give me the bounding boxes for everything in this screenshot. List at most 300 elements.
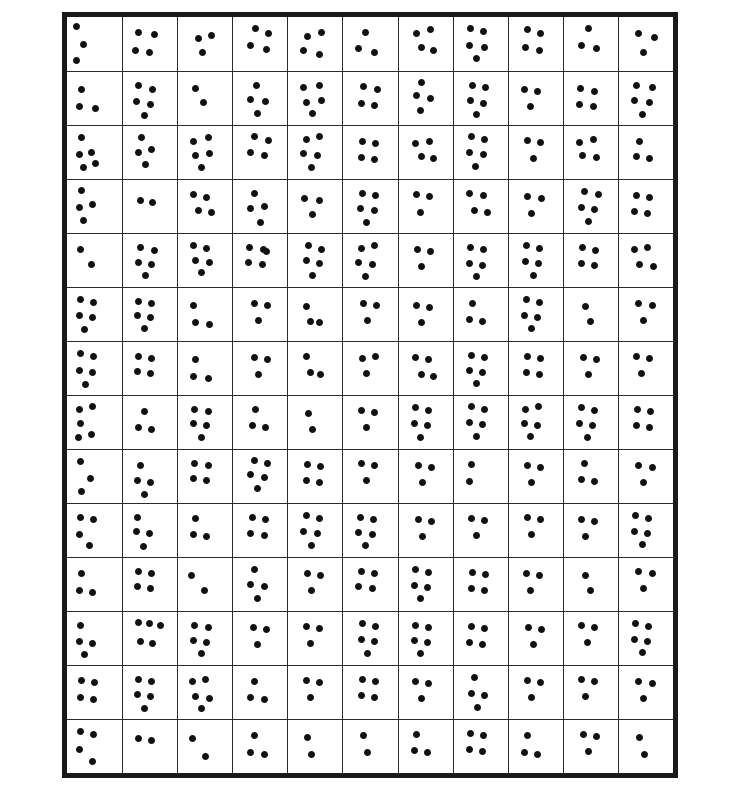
dot xyxy=(90,731,97,738)
dot xyxy=(78,187,85,194)
dot xyxy=(482,84,489,91)
dot xyxy=(481,354,488,361)
dot xyxy=(357,514,364,521)
dot-cell xyxy=(232,341,287,395)
dot-cell xyxy=(287,665,342,719)
dot xyxy=(480,732,487,739)
dot xyxy=(316,197,323,204)
dot xyxy=(524,353,531,360)
dot-cell xyxy=(563,233,618,287)
dot-cell xyxy=(508,341,563,395)
dot-cell xyxy=(563,665,618,719)
dot xyxy=(148,146,155,153)
dot xyxy=(425,407,432,414)
dot xyxy=(318,29,325,36)
dot xyxy=(360,83,367,90)
dot xyxy=(205,408,212,415)
dot xyxy=(537,355,544,362)
dot-cell xyxy=(453,395,508,449)
dot xyxy=(247,96,254,103)
dot xyxy=(468,515,475,522)
dot xyxy=(371,409,378,416)
dot xyxy=(481,692,488,699)
dot-cell xyxy=(563,611,618,665)
dot xyxy=(466,42,473,49)
dot xyxy=(89,758,96,765)
dot xyxy=(135,676,142,683)
dot xyxy=(479,318,486,325)
dot xyxy=(536,245,543,252)
dot xyxy=(536,572,543,579)
dot xyxy=(466,746,473,753)
dot xyxy=(206,259,213,266)
dot xyxy=(300,47,307,54)
dot xyxy=(203,639,210,646)
dot xyxy=(198,164,205,171)
dot xyxy=(245,259,252,266)
dot-cell xyxy=(342,341,397,395)
dot xyxy=(371,570,378,577)
dot-cell xyxy=(563,179,618,233)
dot xyxy=(205,375,212,382)
dot xyxy=(142,161,149,168)
dot xyxy=(358,154,365,161)
dot xyxy=(195,207,202,214)
dot xyxy=(188,572,195,579)
dot-cell xyxy=(508,125,563,179)
dot-cell xyxy=(122,179,177,233)
dot-cell xyxy=(177,341,232,395)
dot xyxy=(81,326,88,333)
dot xyxy=(585,748,592,755)
dot xyxy=(90,696,97,703)
dot xyxy=(355,583,362,590)
dot xyxy=(631,636,638,643)
dot xyxy=(254,595,261,602)
dot xyxy=(430,373,437,380)
dot xyxy=(466,316,473,323)
dot xyxy=(251,133,258,140)
dot-cell xyxy=(342,719,397,773)
dot xyxy=(254,485,261,492)
dot xyxy=(473,111,480,118)
dot xyxy=(635,30,642,37)
dot-cell xyxy=(122,449,177,503)
dot xyxy=(92,105,99,112)
dot xyxy=(412,622,419,629)
dot xyxy=(589,422,596,429)
dot xyxy=(536,371,543,378)
dot xyxy=(523,570,530,577)
dot xyxy=(636,261,643,268)
dot-cell xyxy=(67,719,122,773)
dot-cell xyxy=(67,395,122,449)
dot xyxy=(371,462,378,469)
dot xyxy=(593,154,600,161)
dot xyxy=(76,531,83,538)
dot xyxy=(469,300,476,307)
dot xyxy=(151,31,158,38)
dot xyxy=(479,421,486,428)
dot-cell xyxy=(287,125,342,179)
dot xyxy=(593,733,600,740)
dot xyxy=(535,403,542,410)
dot xyxy=(90,353,97,360)
dot xyxy=(135,29,142,36)
dot xyxy=(76,151,83,158)
dot xyxy=(261,751,268,758)
dot xyxy=(251,190,258,197)
dot xyxy=(192,85,199,92)
dot xyxy=(632,620,639,627)
dot xyxy=(201,587,208,594)
dot xyxy=(205,134,212,141)
dot xyxy=(300,84,307,91)
dot xyxy=(370,516,377,523)
dot xyxy=(466,149,473,156)
dot xyxy=(309,211,316,218)
dot xyxy=(133,528,140,535)
dot xyxy=(73,23,80,30)
dot xyxy=(427,95,434,102)
dot xyxy=(413,191,420,198)
dot xyxy=(645,623,652,630)
dot xyxy=(412,678,419,685)
dot xyxy=(424,639,431,646)
dot xyxy=(411,420,418,427)
dot xyxy=(537,139,544,146)
dot xyxy=(77,458,84,465)
dot xyxy=(247,471,254,478)
dot xyxy=(639,541,646,548)
dot xyxy=(425,569,432,576)
dot xyxy=(413,30,420,37)
dot-cell xyxy=(453,17,508,71)
dot xyxy=(480,28,487,35)
dot xyxy=(480,100,487,107)
dot xyxy=(148,261,155,268)
dot xyxy=(89,403,96,410)
dot xyxy=(360,732,367,739)
dot xyxy=(132,47,139,54)
dot xyxy=(135,619,142,626)
dot xyxy=(418,44,425,51)
dot xyxy=(359,355,366,362)
dot xyxy=(205,624,212,631)
dot xyxy=(263,626,270,633)
dot xyxy=(524,462,531,469)
dot xyxy=(305,410,312,417)
dot xyxy=(262,424,269,431)
dot-cell xyxy=(563,341,618,395)
dot xyxy=(141,491,148,498)
dot xyxy=(482,571,489,578)
dot-cell xyxy=(618,287,673,341)
dot-cell xyxy=(508,287,563,341)
dot xyxy=(141,408,148,415)
dot-cell xyxy=(342,665,397,719)
dot xyxy=(303,99,310,106)
dot xyxy=(247,205,254,212)
dot xyxy=(530,272,537,279)
dot xyxy=(534,88,541,95)
dot xyxy=(137,462,144,469)
dot xyxy=(157,622,164,629)
dot xyxy=(639,649,646,656)
dot-cell xyxy=(287,179,342,233)
dot xyxy=(206,321,213,328)
dot-cell xyxy=(67,287,122,341)
dot xyxy=(307,694,314,701)
dot xyxy=(468,403,475,410)
dot xyxy=(78,488,85,495)
dot-cell xyxy=(122,233,177,287)
dot-cell xyxy=(287,611,342,665)
dot-cell xyxy=(398,611,453,665)
dot xyxy=(524,137,531,144)
dot xyxy=(147,101,154,108)
dot xyxy=(578,42,585,49)
dot xyxy=(303,303,310,310)
dot-cell xyxy=(398,287,453,341)
dot-cell xyxy=(508,395,563,449)
dot-cell xyxy=(563,71,618,125)
dot xyxy=(418,263,425,270)
dot xyxy=(372,192,379,199)
dot xyxy=(198,434,205,441)
dot xyxy=(536,47,543,54)
dot xyxy=(426,193,433,200)
dot xyxy=(469,82,476,89)
dot xyxy=(91,679,98,686)
dot xyxy=(524,193,531,200)
dot xyxy=(363,424,370,431)
dot xyxy=(190,475,197,482)
dot xyxy=(262,516,269,523)
dot xyxy=(363,477,370,484)
dot xyxy=(247,149,254,156)
dot xyxy=(259,261,266,268)
dot xyxy=(593,45,600,52)
dot xyxy=(578,476,585,483)
dot xyxy=(593,356,600,363)
dot xyxy=(578,260,585,267)
dot xyxy=(189,735,196,742)
dot xyxy=(261,583,268,590)
dot xyxy=(198,705,205,712)
dot-cell xyxy=(287,341,342,395)
dot xyxy=(417,650,424,657)
dot xyxy=(148,737,155,744)
dot xyxy=(527,103,534,110)
dot-cell xyxy=(563,449,618,503)
dot xyxy=(633,192,640,199)
dot xyxy=(76,312,83,319)
dot xyxy=(644,210,651,217)
dot xyxy=(430,155,437,162)
dot-cell xyxy=(177,557,232,611)
dot xyxy=(77,694,84,701)
dot-cell xyxy=(67,17,122,71)
dot xyxy=(90,299,97,306)
dot xyxy=(206,150,213,157)
dot-cell xyxy=(618,611,673,665)
dot-cell xyxy=(398,449,453,503)
dot xyxy=(77,350,84,357)
dot xyxy=(578,516,585,523)
dot xyxy=(538,626,545,633)
dot xyxy=(92,160,99,167)
dot xyxy=(190,373,197,380)
dot xyxy=(419,479,426,486)
dot xyxy=(137,197,144,204)
dot xyxy=(263,46,270,53)
dot xyxy=(359,190,366,197)
dot xyxy=(411,582,418,589)
dot-cell xyxy=(177,719,232,773)
dot-cell xyxy=(177,449,232,503)
dot xyxy=(138,134,145,141)
dot-cell xyxy=(177,611,232,665)
dot-cell xyxy=(508,179,563,233)
dot xyxy=(251,732,258,739)
dot xyxy=(468,623,475,630)
dot xyxy=(192,257,199,264)
dot-cell xyxy=(232,719,287,773)
dot xyxy=(304,570,311,577)
dot xyxy=(363,219,370,226)
dot xyxy=(301,195,308,202)
dot-cell xyxy=(398,719,453,773)
dot xyxy=(582,693,589,700)
dot xyxy=(372,623,379,630)
dot xyxy=(644,530,651,537)
dot-cell xyxy=(453,503,508,557)
dot-cell xyxy=(398,17,453,71)
dot xyxy=(205,462,212,469)
dot xyxy=(649,570,656,577)
dot xyxy=(411,637,418,644)
dot xyxy=(427,26,434,33)
dot xyxy=(419,533,426,540)
dot xyxy=(192,515,199,522)
dot-cell xyxy=(67,557,122,611)
dot-cell xyxy=(177,287,232,341)
dot xyxy=(199,49,206,56)
dot xyxy=(632,512,639,519)
dot xyxy=(635,300,642,307)
dot-cell xyxy=(287,557,342,611)
dot xyxy=(466,478,473,485)
dot xyxy=(78,86,85,93)
dot xyxy=(137,638,144,645)
dot xyxy=(359,138,366,145)
dot-cell xyxy=(453,125,508,179)
dot-cell xyxy=(177,71,232,125)
dot xyxy=(90,516,97,523)
dot xyxy=(371,242,378,249)
dot xyxy=(78,677,85,684)
dot xyxy=(316,82,323,89)
dot xyxy=(88,149,95,156)
dot xyxy=(631,246,638,253)
dot xyxy=(88,261,95,268)
dot xyxy=(640,479,647,486)
dot-cell xyxy=(618,17,673,71)
dot-cell xyxy=(287,17,342,71)
dot xyxy=(316,133,323,140)
dot-cell xyxy=(398,665,453,719)
dot xyxy=(650,263,657,270)
dot xyxy=(480,192,487,199)
dot xyxy=(141,325,148,332)
dot xyxy=(360,300,367,307)
dot xyxy=(316,51,323,58)
dot xyxy=(75,434,82,441)
dot xyxy=(467,25,474,32)
dot xyxy=(318,246,325,253)
dot xyxy=(590,103,597,110)
dot xyxy=(362,273,369,280)
dot xyxy=(141,112,148,119)
dot xyxy=(148,355,155,362)
dot xyxy=(358,568,365,575)
dot-cell xyxy=(453,665,508,719)
dot-cell xyxy=(342,125,397,179)
dot xyxy=(151,247,158,254)
dot xyxy=(576,101,583,108)
dot-cell xyxy=(618,449,673,503)
dot xyxy=(537,30,544,37)
dot xyxy=(467,97,474,104)
dot xyxy=(582,303,589,310)
dot xyxy=(255,317,262,324)
dot xyxy=(316,319,323,326)
dot xyxy=(640,585,647,592)
dot-cell xyxy=(508,17,563,71)
dot xyxy=(78,134,85,141)
dot xyxy=(198,650,205,657)
dot xyxy=(77,728,84,735)
dot-cell xyxy=(618,557,673,611)
dot-cell xyxy=(618,179,673,233)
dot-cell xyxy=(563,395,618,449)
dot xyxy=(584,434,591,441)
dot xyxy=(149,199,156,206)
dot xyxy=(426,304,433,311)
dot xyxy=(425,356,432,363)
dot xyxy=(81,651,88,658)
dot-cell xyxy=(67,71,122,125)
dot xyxy=(265,137,272,144)
dot xyxy=(191,460,198,467)
dot xyxy=(592,247,599,254)
dot xyxy=(359,620,366,627)
dot xyxy=(580,731,587,738)
dot-cell xyxy=(342,557,397,611)
dot xyxy=(89,589,96,596)
dot xyxy=(134,477,141,484)
dot-grid-inner xyxy=(67,17,673,773)
dot xyxy=(148,678,155,685)
dot-cell xyxy=(232,17,287,71)
dot xyxy=(76,367,83,374)
dot xyxy=(251,354,258,361)
dot-cell xyxy=(67,503,122,557)
dot xyxy=(591,518,598,525)
dot-cell xyxy=(232,449,287,503)
dot xyxy=(203,533,210,540)
